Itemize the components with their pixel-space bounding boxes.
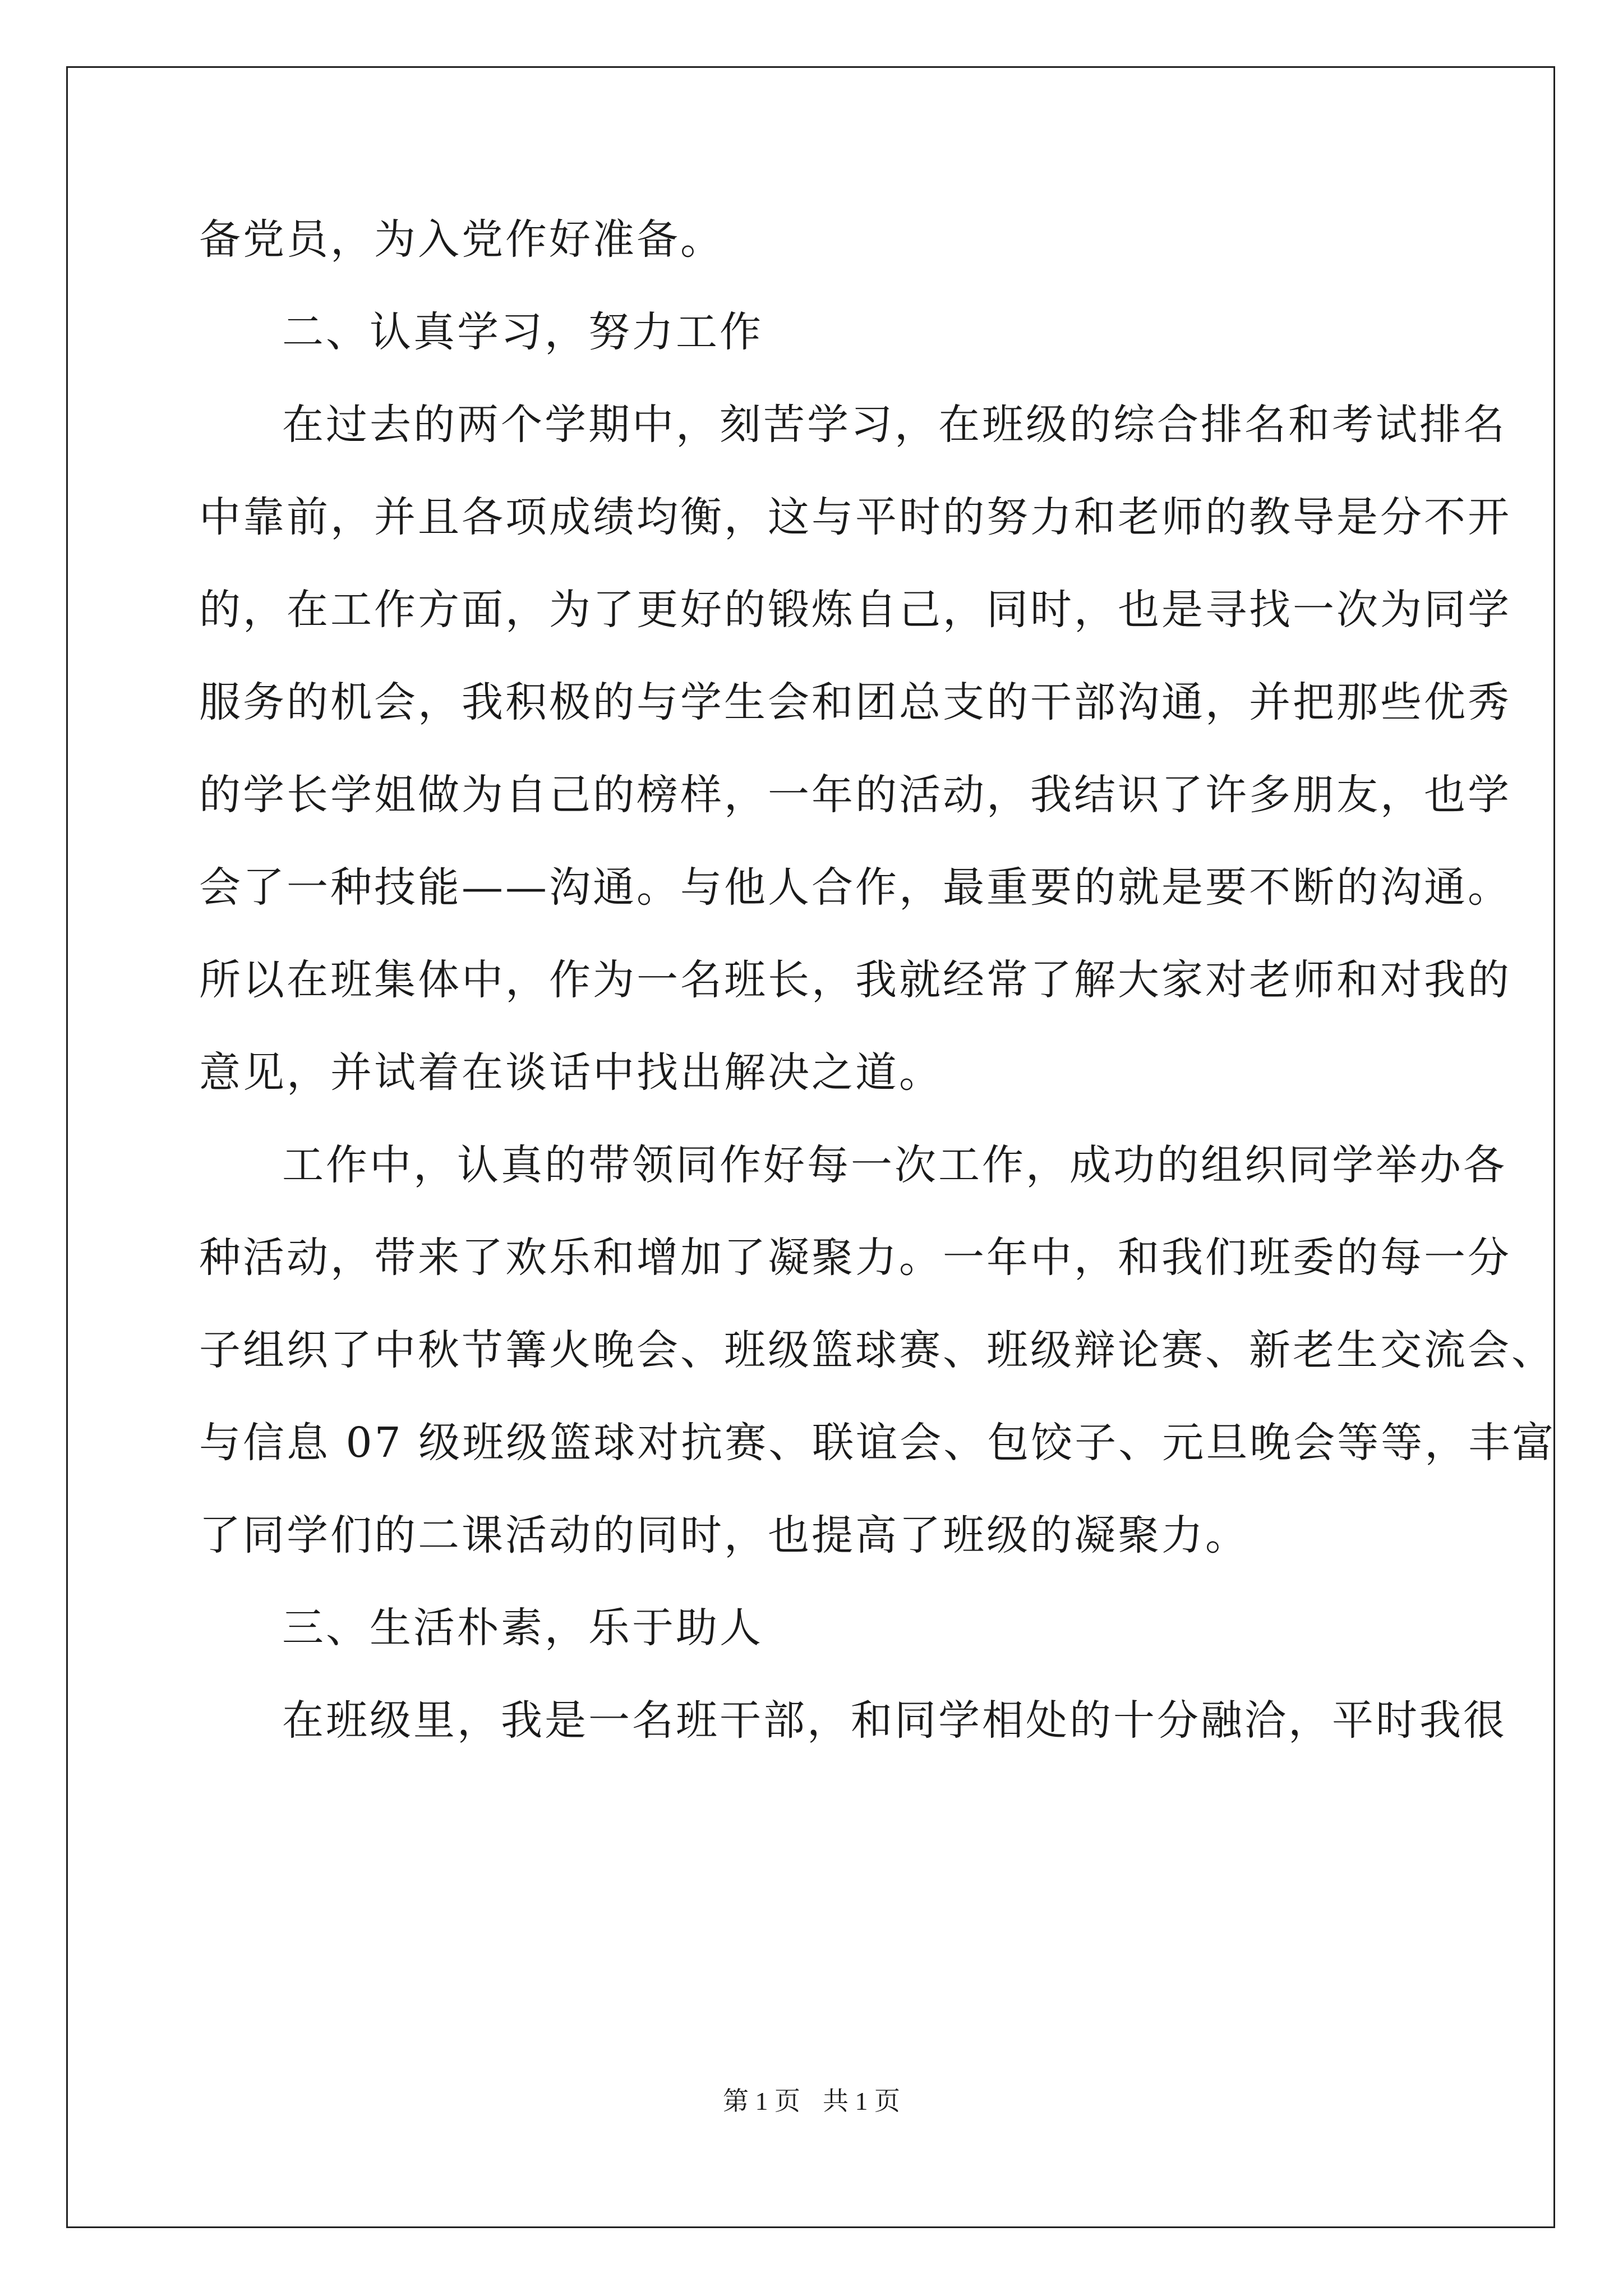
text-line: 种活动，带来了欢乐和增加了凝聚力。一年中，和我们班委的每一分 [199, 1234, 1511, 1282]
text-line: 子组织了中秋节篝火晚会、班级篮球赛、班级辩论赛、新老生交流会、 [199, 1326, 1555, 1374]
text-line: 的，在工作方面，为了更好的锻炼自己，同时，也是寻找一次为同学 [199, 586, 1511, 634]
text-line: 的学长学姐做为自己的榜样，一年的活动，我结识了许多朋友，也学 [199, 771, 1511, 819]
page-number: 第 1 页 [723, 2087, 800, 2115]
text-line: 与信息 07 级班级篮球对抗赛、联谊会、包饺子、元旦晚会等等，丰富 [199, 1419, 1556, 1467]
text-line: 在班级里，我是一名班干部，和同学相处的十分融洽，平时我很 [282, 1696, 1507, 1745]
text-line: 在过去的两个学期中，刻苦学习，在班级的综合排名和考试排名 [282, 401, 1507, 449]
text-line: 中靠前，并且各项成绩均衡，这与平时的努力和老师的教导是分不开 [199, 493, 1511, 541]
section-heading: 三、生活朴素，乐于助人 [282, 1604, 763, 1652]
page-total: 共 1 页 [823, 2087, 900, 2115]
text-line: 意见，并试着在谈话中找出解决之道。 [199, 1048, 943, 1097]
text-line: 工作中，认真的带领同作好每一次工作，成功的组织同学举办各 [282, 1141, 1507, 1189]
text-line: 所以在班集体中，作为一名班长，我就经常了解大家对老师和对我的 [199, 956, 1511, 1004]
text-line: 了同学们的二课活动的同时，也提高了班级的凝聚力。 [199, 1511, 1249, 1559]
section-heading: 二、认真学习，努力工作 [282, 308, 763, 356]
text-line: 会了一种技能——沟通。与他人合作，最重要的就是要不断的沟通。 [199, 863, 1511, 912]
text-line: 服务的机会，我积极的与学生会和团总支的干部沟通，并把那些优秀 [199, 678, 1511, 726]
page-footer [0, 2085, 1623, 2118]
text-line: 备党员，为入党作好准备。 [199, 215, 724, 264]
